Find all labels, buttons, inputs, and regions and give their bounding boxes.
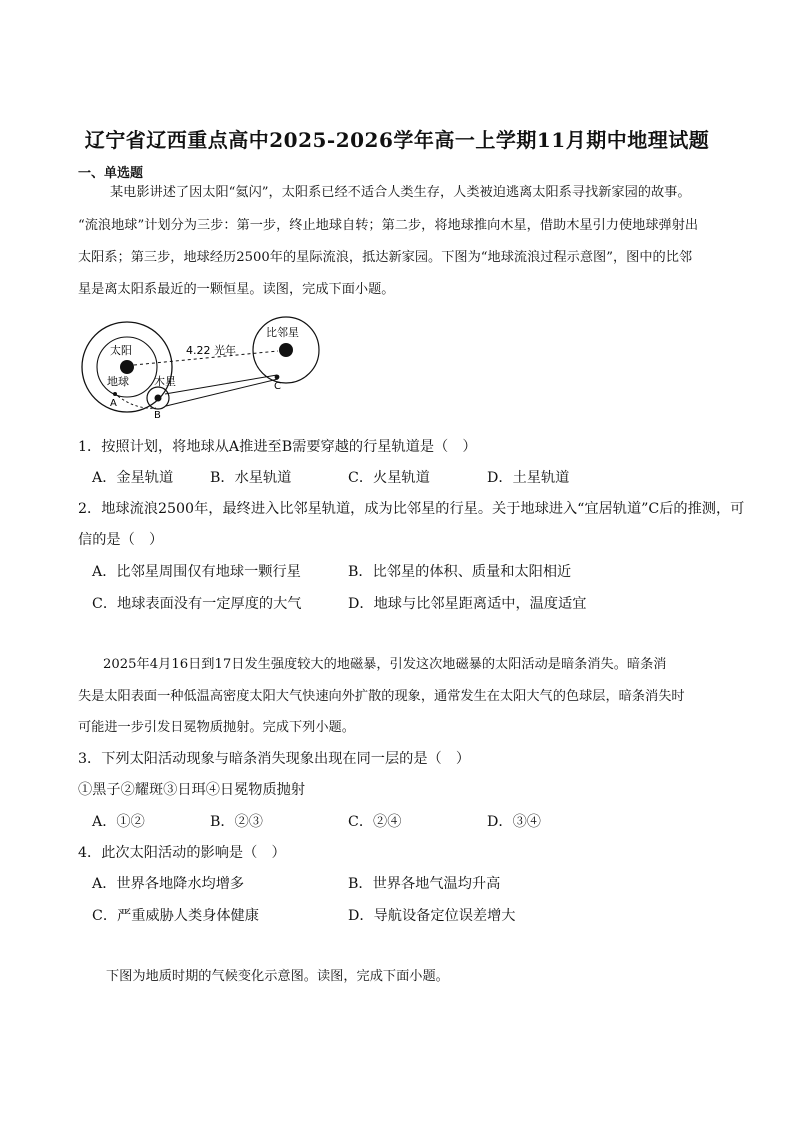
q3-option-a[interactable]: A．①② bbox=[92, 814, 145, 830]
point-c-label: C bbox=[274, 381, 281, 392]
path-b-to-c-lower bbox=[166, 379, 278, 406]
passage2-line-3: 可能进一步引发日冕物质抛射。完成下列小题。 bbox=[78, 720, 355, 735]
q2-option-c[interactable]: C．地球表面没有一定厚度的大气 bbox=[92, 596, 302, 612]
jupiter-dot bbox=[155, 395, 162, 402]
question-3-stem: 3．下列太阳活动现象与暗条消失现象出现在同一层的是（ ） bbox=[78, 751, 471, 767]
proxima-label: 比邻星 bbox=[266, 326, 299, 339]
q2-option-a[interactable]: A．比邻星周围仅有地球一颗行星 bbox=[92, 564, 301, 580]
earth-label: 地球 bbox=[107, 375, 129, 388]
q3-option-b[interactable]: B．②③ bbox=[210, 814, 263, 830]
passage2-line-1: 2025年4月16日到17日发生强度较大的地磁暴，引发这次地磁暴的太阳活动是暗条消失。暗条消 bbox=[103, 657, 667, 672]
point-a-label: A bbox=[110, 398, 117, 409]
proxima-dot bbox=[279, 343, 293, 357]
page-title: 辽宁省辽西重点高中2025-2026学年高一上学期11月期中地理试题 bbox=[84, 128, 710, 152]
q1-option-d[interactable]: D．土星轨道 bbox=[487, 470, 570, 486]
question-3-items: ①黑子②耀斑③日珥④日冕物质抛射 bbox=[78, 782, 306, 798]
q4-option-c[interactable]: C．严重威胁人类身体健康 bbox=[92, 908, 259, 924]
q4-option-a[interactable]: A．世界各地降水均增多 bbox=[92, 876, 245, 892]
point-b-label: B bbox=[154, 410, 161, 420]
point-a-dot bbox=[113, 392, 117, 396]
distance-label: 4.22 光年 bbox=[186, 344, 236, 357]
question-4-stem: 4．此次太阳活动的影响是（ ） bbox=[78, 845, 286, 861]
sun-dot bbox=[120, 360, 134, 374]
passage1-line-3: 太阳系；第三步，地球经历2500年的星际流浪，抵达新家园。下图为“地球流浪过程示意图”，图中的比邻 bbox=[78, 250, 693, 265]
question-1-stem: 1．按照计划，将地球从A推进至B需要穿越的行星轨道是（ ） bbox=[78, 439, 477, 455]
jupiter-label: 木星 bbox=[154, 375, 176, 388]
q4-option-d[interactable]: D．导航设备定位误差增大 bbox=[348, 908, 516, 924]
earth-wandering-diagram bbox=[74, 315, 334, 420]
passage1-line-2: “流浪地球”计划分为三步：第一步，终止地球自转；第二步，将地球推向木星，借助木星引力使地球弹射出 bbox=[78, 218, 699, 233]
question-2-stem-line-2: 信的是（ ） bbox=[78, 532, 164, 548]
passage1-line-4: 星是离太阳系最近的一颗恒星。读图，完成下面小题。 bbox=[78, 282, 395, 297]
q4-option-b[interactable]: B．世界各地气温均升高 bbox=[348, 876, 501, 892]
q1-option-a[interactable]: A．金星轨道 bbox=[92, 470, 174, 486]
q2-option-b[interactable]: B．比邻星的体积、质量和太阳相近 bbox=[348, 564, 572, 580]
passage2-line-2: 失是太阳表面一种低温高密度太阳大气快速向外扩散的现象，通常发生在太阳大气的色球层，暗条消失时 bbox=[78, 689, 685, 704]
passage1-line-1: 某电影讲述了因太阳“氦闪”，太阳系已经不适合人类生存，人类被迫逃离太阳系寻找新家园的故事。 bbox=[110, 185, 691, 200]
sun-label: 太阳 bbox=[110, 344, 132, 357]
q3-option-d[interactable]: D．③④ bbox=[487, 814, 541, 830]
point-c-dot bbox=[275, 375, 280, 380]
q3-option-c[interactable]: C．②④ bbox=[348, 814, 402, 830]
q2-option-d[interactable]: D．地球与比邻星距离适中，温度适宜 bbox=[348, 596, 587, 612]
passage3-line: 下图为地质时期的气候变化示意图。读图，完成下面小题。 bbox=[106, 969, 449, 984]
q1-option-c[interactable]: C．火星轨道 bbox=[348, 470, 430, 486]
q1-option-b[interactable]: B．水星轨道 bbox=[210, 470, 292, 486]
path-b-to-c bbox=[165, 375, 277, 394]
question-2-stem-line-1: 2．地球流浪2500年，最终进入比邻星轨道，成为比邻星的行星。关于地球进入“宜居轨道”C后的推测，可 bbox=[78, 501, 745, 517]
section-heading: 一、单选题 bbox=[78, 166, 144, 181]
